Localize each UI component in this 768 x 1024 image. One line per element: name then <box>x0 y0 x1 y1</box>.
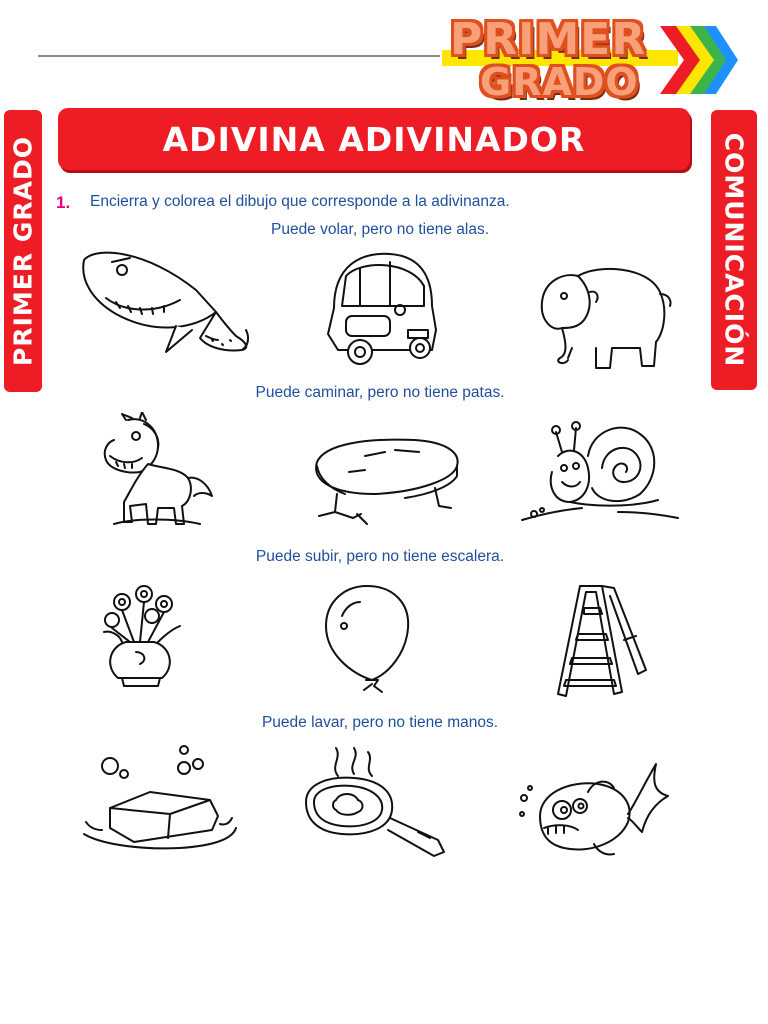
horse-icon[interactable] <box>100 412 216 534</box>
table-icon[interactable] <box>305 432 465 528</box>
question-instruction: Encierra y colorea el dibujo que corresponde a la adivinanza. <box>90 193 510 210</box>
riddle-1-text: Puede volar, pero no tiene alas. <box>270 221 489 238</box>
side-banner-left <box>4 110 42 392</box>
side-banner-left-label: PRIMER GRADO <box>8 136 38 366</box>
rocket-icon[interactable] <box>76 240 252 370</box>
logo-line-1: PRIMER <box>450 14 647 65</box>
ladder-icon[interactable] <box>554 582 650 700</box>
question-number: 1. <box>56 193 71 212</box>
header-rule <box>38 55 440 57</box>
elephant-icon[interactable] <box>538 262 676 374</box>
riddle-2-text: Puede caminar, pero no tiene patas. <box>255 384 505 401</box>
snail-icon[interactable] <box>518 416 680 528</box>
frying-pan-icon[interactable] <box>298 740 450 860</box>
flower-vase-icon[interactable] <box>96 584 186 690</box>
page-title: ADIVINA ADIVINADOR <box>162 119 586 159</box>
logo-line-2: GRADO <box>480 60 639 104</box>
fish-icon[interactable] <box>518 758 672 862</box>
side-banner-right-label: COMUNICACIÓN <box>719 132 749 368</box>
title-banner <box>58 108 690 170</box>
riddle-4-text: Puede lavar, pero no tiene manos. <box>261 714 499 731</box>
riddle-3-text: Puede subir, pero no tiene escalera. <box>255 548 505 565</box>
car-icon[interactable] <box>320 246 444 370</box>
chevron-arrows-icon <box>660 18 738 102</box>
primer-grado-logo <box>438 14 738 106</box>
side-banner-right <box>711 110 757 390</box>
soap-icon[interactable] <box>80 744 240 856</box>
balloon-icon[interactable] <box>322 582 412 696</box>
